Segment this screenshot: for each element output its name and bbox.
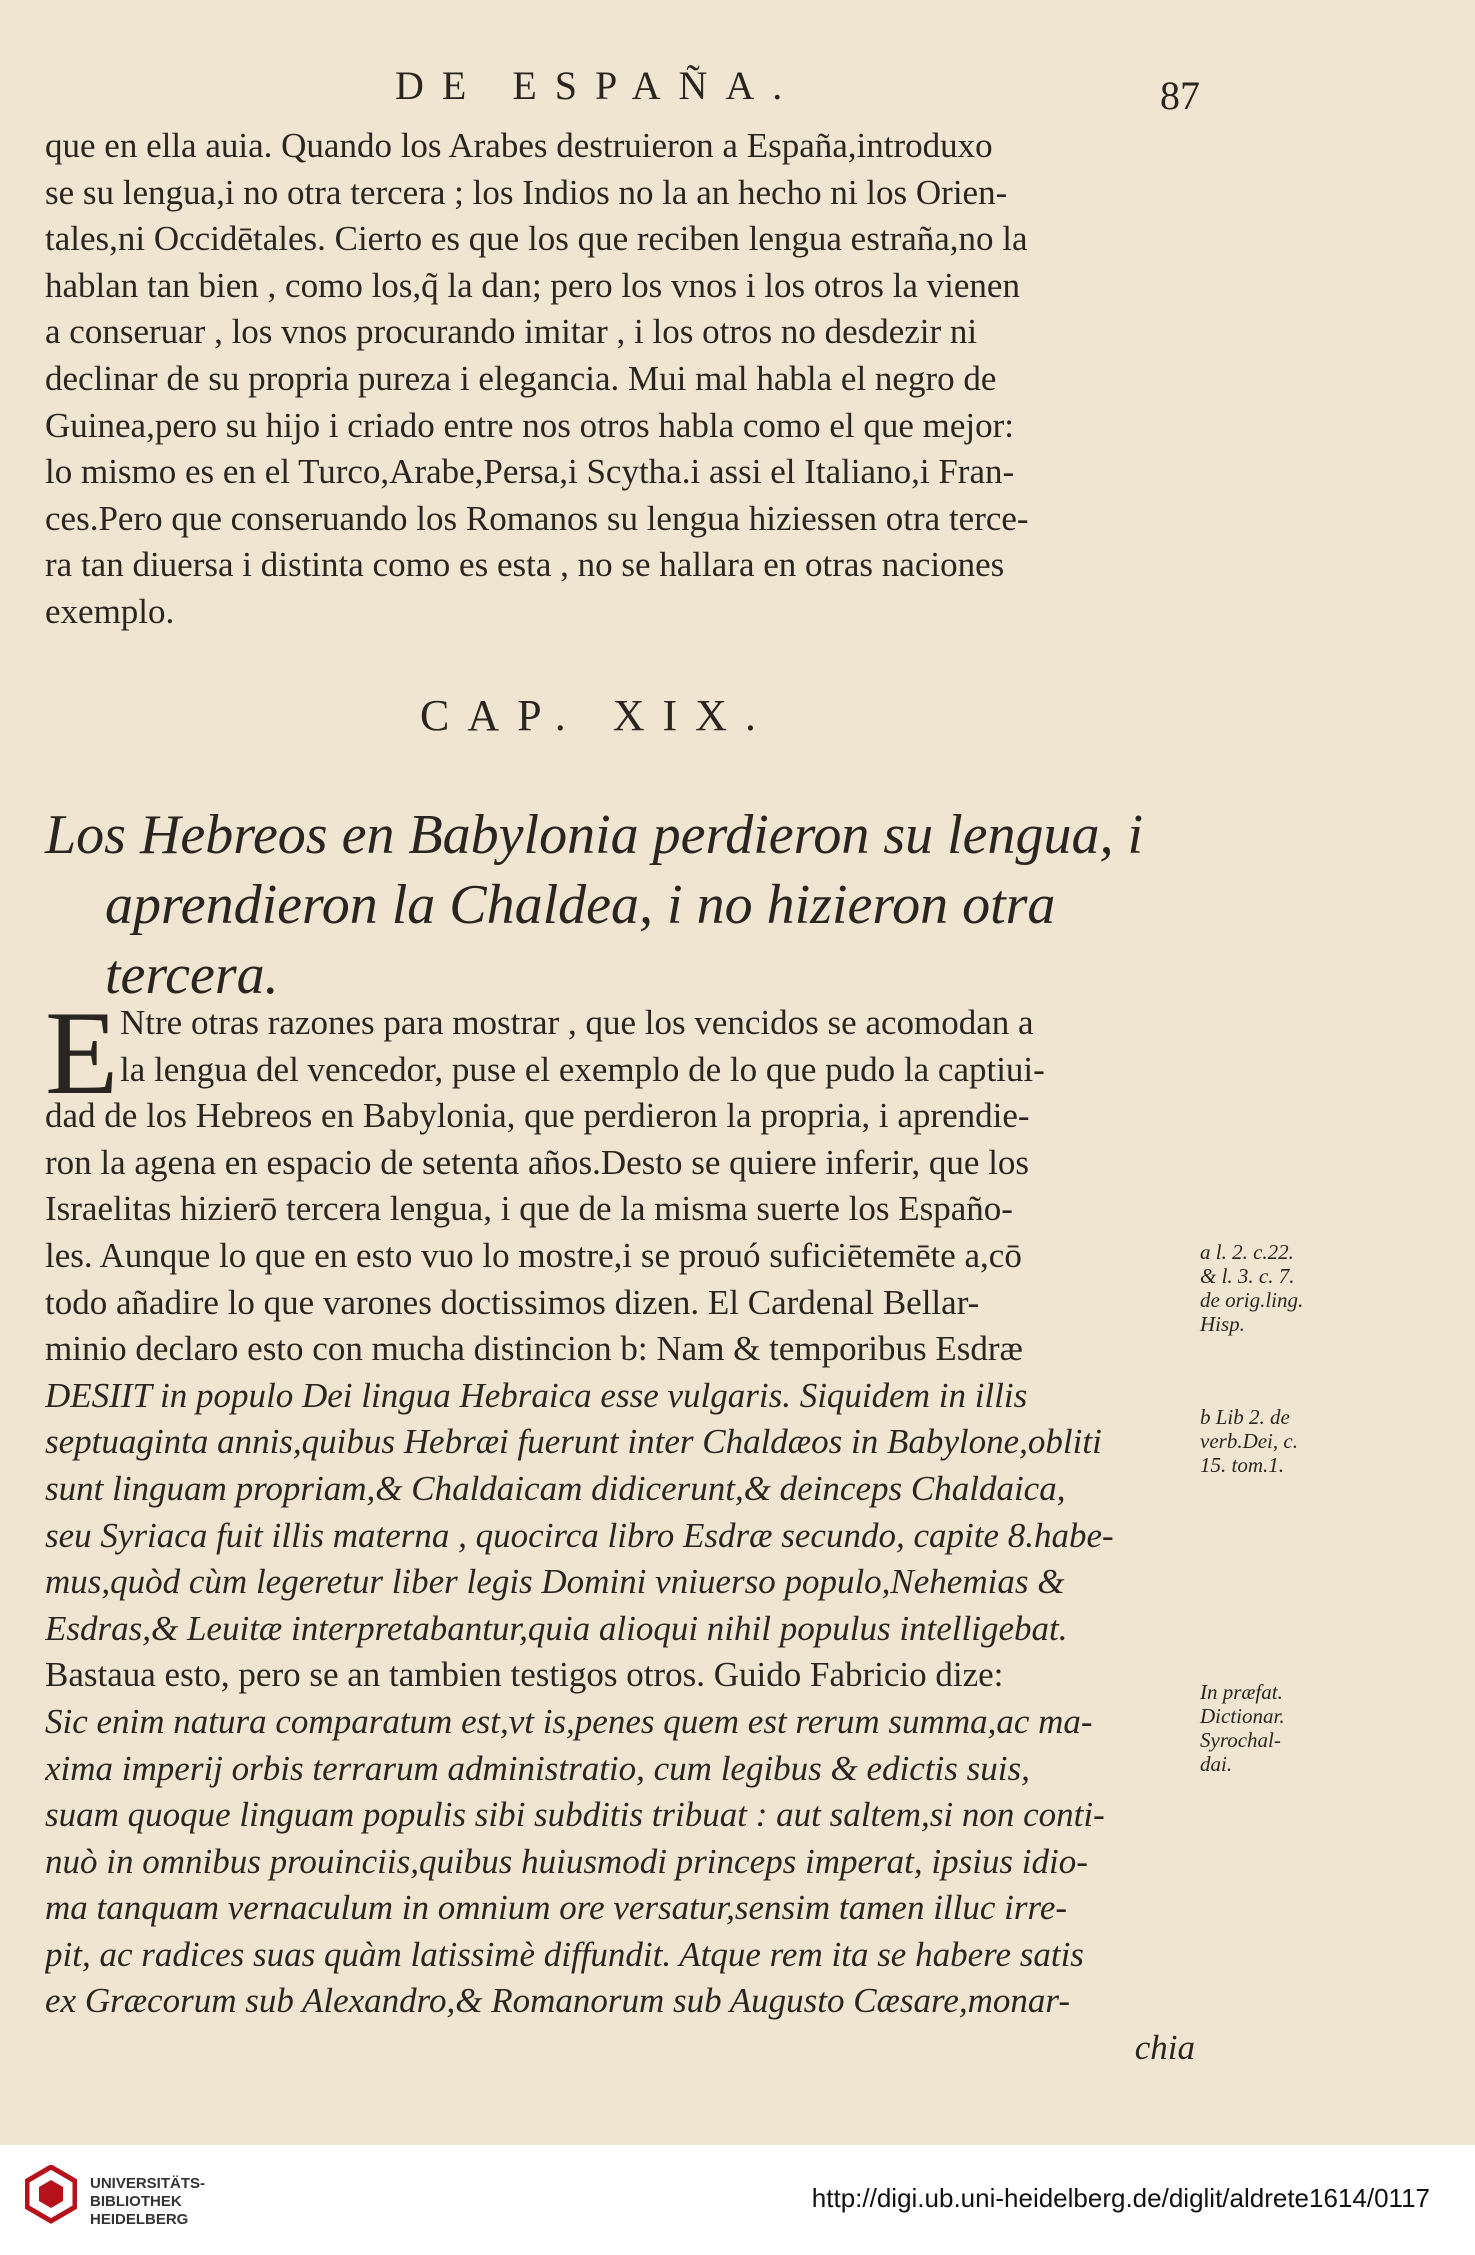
margin-note-line: b Lib 2. de — [1200, 1405, 1290, 1429]
paragraph-1 — [45, 123, 1195, 636]
text-line: ex Græcorum sub Alexandro,& Romanorum sub Augusto Cæsare,monar- — [45, 1981, 1070, 2021]
text-line: septuaginta annis,quibus Hebræi fuerunt inter Chaldæos in Babylone,obliti — [45, 1422, 1102, 1462]
text-line: Ntre otras razones para mostrar , que los vencidos se acomodan a — [120, 1003, 1034, 1042]
margin-note-c — [1200, 1680, 1340, 1776]
margin-note-line: In præfat. — [1200, 1680, 1283, 1704]
margin-note-line: Dictionar. — [1200, 1704, 1285, 1728]
library-name-line: BIBLIOTHEK — [90, 2193, 182, 2210]
text-line: Guinea,pero su hijo i criado entre nos otros habla como el que mejor: — [45, 405, 1015, 445]
margin-note-a — [1200, 1240, 1340, 1336]
chapter-title — [45, 800, 1225, 1010]
text-line: pit, ac radices suas quàm latissimè diffundit. Atque rem ita se habere satis — [45, 1934, 1084, 1974]
text-line: minio declaro esto con mucha distincion b: Nam & temporibus Esdræ — [45, 1329, 1023, 1369]
text-line: Esdras,& Leuitæ interpretabantur,quia alioqui nihil populus intelligebat. — [45, 1608, 1068, 1648]
text-line: sunt linguam propriam,& Chaldaicam didicerunt,& deinceps Chaldaica, — [45, 1468, 1066, 1508]
text-line: suam quoque linguam populis sibi subditis tribuat : aut saltem,si non conti- — [45, 1795, 1105, 1835]
text-line: se su lengua,i no otra tercera ; los Indios no la an hecho ni los Orien- — [45, 172, 1008, 212]
text-line: lo mismo es en el Turco,Arabe,Persa,i Scytha.i assi el Italiano,i Fran- — [45, 452, 1015, 492]
chapter-title-line-1: Los Hebreos en Babylonia perdieron su lengua, i — [45, 804, 1144, 866]
source-url[interactable]: http://digi.ub.uni-heidelberg.de/diglit/aldrete1614/0117 — [811, 2183, 1430, 2213]
library-name — [90, 2175, 205, 2229]
text-line: hablan tan bien , como los,q̃ la dan; pero los vnos i los otros la vienen — [45, 265, 1020, 305]
text-line: declinar de su propria pureza i elegancia. Mui mal habla el negro de — [45, 358, 997, 398]
text-line: a conseruar , los vnos procurando imitar , i los otros no desdezir ni — [45, 312, 978, 352]
text-line: que en ella auia. Quando los Arabes destruieron a España,introduxo — [45, 126, 993, 165]
text-line: exemplo. — [45, 591, 175, 631]
text-line: mus,quòd cùm legeretur liber legis Domini vniuerso populo,Nehemias & — [45, 1562, 1065, 1602]
text-line: dad de los Hebreos en Babylonia, que perdieron la propria, i aprendie- — [45, 1096, 1030, 1136]
margin-note-line: dai. — [1200, 1752, 1233, 1776]
text-line: ra tan diuersa i distinta como es esta , no se hallara en otras naciones — [45, 545, 1005, 585]
paragraph-2 — [45, 986, 1195, 2072]
text-line: tales,ni Occidētales. Cierto es que los que reciben lengua estraña,no la — [45, 219, 1028, 259]
text-line: xima imperij orbis terrarum administratio, cum legibus & edictis suis, — [45, 1748, 1030, 1788]
chapter-heading: CAP. XIX. — [420, 691, 774, 740]
drop-cap: E — [45, 986, 119, 1119]
university-library-logo-icon — [25, 2165, 77, 2235]
text-line: seu Syriaca fuit illis materna , quocirca libro Esdræ secundo, capite 8.habe- — [45, 1515, 1114, 1555]
text-line: ron la agena en espacio de setenta años.Desto se quiere inferir, que los — [45, 1142, 1030, 1182]
margin-note-line: de orig.ling. — [1200, 1288, 1304, 1312]
text-line: DESIIT in populo Dei lingua Hebraica esse vulgaris. Siquidem in illis — [45, 1375, 1028, 1415]
text-line: Sic enim natura comparatum est,vt is,penes quem est rerum summa,ac ma- — [45, 1701, 1093, 1741]
margin-note-line: 15. tom.1. — [1200, 1453, 1284, 1477]
text-line: les. Aunque lo que en esto vuo lo mostre,i se prouó suficiētemēte a,cō — [45, 1235, 1022, 1275]
margin-note-line: a l. 2. c.22. — [1200, 1240, 1294, 1264]
margin-note-line: verb.Dei, c. — [1200, 1429, 1298, 1453]
running-title: DE ESPAÑA. — [395, 63, 801, 108]
margin-note-line: Hisp. — [1200, 1312, 1245, 1336]
text-line: nuò in omnibus prouinciis,quibus huiusmodi princeps imperat, ipsius idio- — [45, 1841, 1088, 1881]
text-line: ma tanquam vernaculum in omnium ore versatur,sensim tamen illuc irre- — [45, 1888, 1068, 1928]
text-line: ces.Pero que conseruando los Romanos su lengua hiziessen otra terce- — [45, 498, 1029, 538]
page-number: 87 — [1160, 73, 1200, 118]
library-name-line: HEIDELBERG — [90, 2211, 189, 2228]
margin-note-line: Syrochal- — [1200, 1728, 1281, 1752]
text-line: Bastaua esto, pero se an tambien testigos otros. Guido Fabricio dize: — [45, 1655, 1004, 1695]
text-line: todo añadire lo que varones doctissimos dizen. El Cardenal Bellar- — [45, 1282, 980, 1322]
text-line: Israelitas hizierō tercera lengua, i que de la misma suerte los Españo- — [45, 1189, 1013, 1229]
library-name-line: UNIVERSITÄTS- — [90, 2175, 206, 2192]
margin-note-line: & l. 3. c. 7. — [1200, 1264, 1295, 1288]
margin-note-b — [1200, 1405, 1340, 1477]
catchword: chia — [1134, 2028, 1195, 2068]
chapter-title-line-2: aprendieron la Chaldea, i no hizieron otra tercera. — [105, 874, 1056, 1006]
text-line: la lengua del vencedor, puse el exemplo de lo que pudo la captiui- — [120, 1049, 1045, 1089]
footer-bar — [0, 2145, 1475, 2255]
